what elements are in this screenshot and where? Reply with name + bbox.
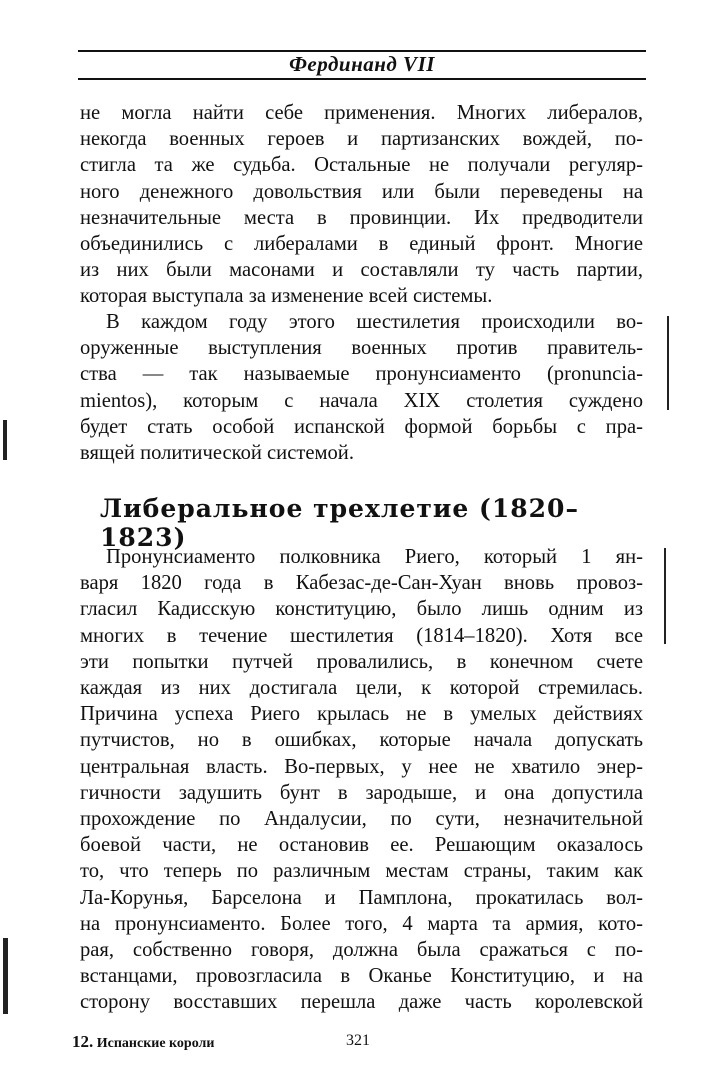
text-line: каждая из них достигала цели, к которой стремилась. <box>80 677 643 700</box>
text-line: прохождение по Андалусии, по сути, незначительной <box>80 808 643 831</box>
paragraph-3 <box>80 544 643 1016</box>
text-line: Пронунсиаменто полковника Риего, который 1 ян- <box>106 546 643 568</box>
text-line: будет стать особой испанской формой борьбы с пра- <box>80 415 643 438</box>
text-line: то, что теперь по различным местам страны, таким как <box>80 860 643 883</box>
margin-edge-mark <box>3 938 8 1014</box>
text-line: оруженные выступления военных против правитель- <box>80 337 643 360</box>
text-line: mientos), которым с начала XIX столетия суждено <box>80 389 643 412</box>
text-line: боевой части, не остановив ее. Решающим оказалось <box>80 834 643 857</box>
text-line: на пронунсиаменто. Более того, 4 марта та армия, кото- <box>80 912 643 935</box>
text-line: гичности задушить бунт в зародыше, и она допустила <box>80 781 643 804</box>
text-line: стигла та же судьба. Остальные не получали регуляр- <box>80 154 643 177</box>
text-line: которая выступала за изменение всей системы. <box>80 285 493 308</box>
text-line: эти попытки путчей провалились, в конечном счете <box>80 650 643 673</box>
margin-line-mark <box>664 548 666 644</box>
text-line: гласил Кадисскую конституцию, было лишь одним из <box>80 598 643 621</box>
text-line: центральная власть. Во-первых, у нее не хватило энер- <box>80 755 643 778</box>
text-line: Ла-Корунья, Барселона и Памплона, прокатилась вол- <box>80 886 643 909</box>
section-heading: Либеральное трехлетие (1820–1823) <box>100 494 579 552</box>
text-line: незначительные места в провинции. Их предводители <box>80 206 643 229</box>
text-line: рая, собственно говоря, должна была сражаться с по- <box>80 939 643 962</box>
text-line: объединились с либералами в единый фронт. Многие <box>80 233 643 256</box>
text-line: встанцами, провозгласила в Оканье Конституцию, и на <box>80 965 643 988</box>
text-line: сторону восставших перешла даже часть королевской <box>80 991 643 1014</box>
paragraph-2 <box>80 309 643 466</box>
printer-signature <box>72 1032 214 1052</box>
text-line: из них были масонами и составляли ту часть партии, <box>80 259 643 282</box>
margin-edge-mark <box>3 420 7 460</box>
text-line: варя 1820 года в Кабезас-де-Сан-Хуан вновь провоз- <box>80 572 643 595</box>
text-line: ного денежного довольствия или были переведены на <box>80 180 643 203</box>
text-line: путчистов, но в ошибках, которые начала допускать <box>80 729 643 752</box>
text-line: некогда военных героев и партизанских вождей, по- <box>80 128 643 151</box>
signature-text: Испанские короли <box>96 1036 215 1051</box>
text-line: не могла найти себе применения. Многих либералов, <box>80 102 643 124</box>
running-header <box>78 50 646 80</box>
text-line: ства — так называемые пронунсиаменто (pronuncia- <box>80 363 643 386</box>
text-line: В каждом году этого шестилетия происходили во- <box>106 311 643 333</box>
text-line: Причина успеха Риего крылась не в умелых действиях <box>80 703 643 726</box>
text-line: многих в течение шестилетия (1814–1820). Хотя все <box>80 624 643 647</box>
signature-number: 12. <box>72 1032 94 1051</box>
margin-line-mark <box>667 316 669 410</box>
running-title: Фердинанд VII <box>289 52 435 76</box>
text-line: вящей политической системой. <box>80 442 354 465</box>
paragraph-1 <box>80 100 643 310</box>
page-number: 321 <box>346 1032 370 1049</box>
